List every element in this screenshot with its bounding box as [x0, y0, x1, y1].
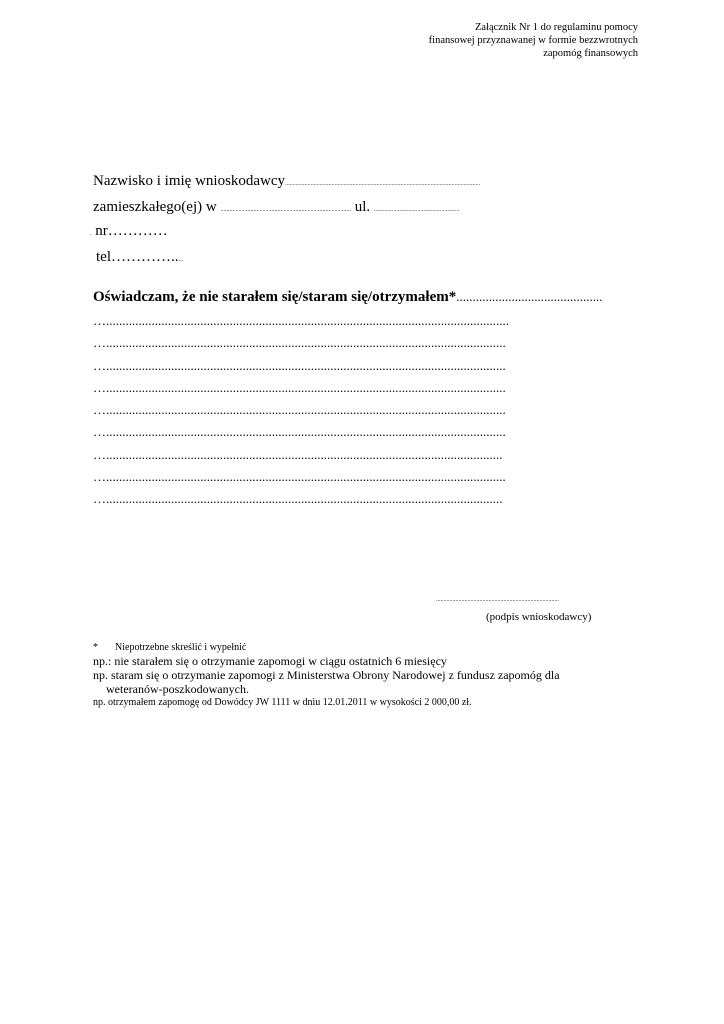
footnote-star: *: [93, 642, 98, 653]
footnotes: [93, 641, 653, 710]
annex-line-1: Załącznik Nr 1 do regulaminu pomocy: [475, 22, 638, 33]
phone-dots: ...: [178, 257, 183, 263]
declaration-line[interactable]: …...........................................................................................................................: [93, 402, 506, 418]
footnote-example-2: np. staram się o otrzymanie zapomogi z Ministerstwa Obrony Narodowej z fundusz zapomóg dla: [93, 668, 560, 682]
address-row: [93, 198, 459, 219]
declaration-lines: [93, 310, 633, 511]
declaration-line[interactable]: …...........................................................................................................................: [93, 379, 506, 395]
declaration-line[interactable]: …...........................................................................................................................: [93, 335, 506, 351]
declaration-label: Oświadczam, że nie starałem się/staram się/otrzymałem*: [93, 289, 457, 305]
signature-label: (podpis wnioskodawcy): [486, 611, 592, 623]
house-number-prefix: .: [90, 231, 92, 237]
declaration-line[interactable]: …..........................................................................................................................: [93, 446, 503, 462]
declaration-field[interactable]: .............................................: [456, 289, 603, 304]
annex-header: [308, 21, 638, 60]
declaration-row: [93, 288, 602, 306]
annex-line-3: zapomóg finansowych: [543, 48, 638, 59]
applicant-name-row: [93, 172, 480, 193]
address-label: zamieszkałego(ej) w: [93, 199, 217, 215]
street-label: ul.: [354, 199, 371, 215]
footnote-note-row: [93, 641, 653, 654]
phone-row: [96, 248, 183, 269]
address-field[interactable]: .......................................................................................: [220, 207, 351, 213]
declaration-line[interactable]: …...........................................................................................................................: [93, 357, 506, 373]
signature-field[interactable]: ..................................................................................: [436, 597, 559, 603]
footnote-example-1: np.: nie starałem się o otrzymanie zapomogi w ciągu ostatnich 6 miesięcy: [93, 654, 447, 668]
annex-line-2: finansowej przyznawanej w formie bezzwrotnych: [428, 35, 638, 46]
house-number-row: [90, 222, 168, 243]
declaration-line[interactable]: …..........................................................................................................................: [93, 491, 503, 507]
applicant-name-label: Nazwisko i imię wnioskodawcy: [93, 173, 286, 189]
footnote-example-2-continued: weteranów-poszkodowanych.: [106, 682, 249, 696]
footnote-example-3: np. otrzymałem zapomogę od Dowódcy JW 1111 w dniu 12.01.2011 w wysokości 2 000,00 zł.: [93, 697, 472, 708]
declaration-line[interactable]: …............................................................................................................................: [93, 313, 509, 328]
applicant-name-field[interactable]: ..................................................................................................................................: [285, 181, 481, 187]
declaration-line[interactable]: …...........................................................................................................................: [93, 469, 506, 485]
footnote-note: Niepotrzebne skreślić i wypełnić: [115, 642, 247, 653]
phone-field[interactable]: tel…………..: [96, 249, 179, 265]
house-number-field[interactable]: nr…………: [95, 223, 168, 239]
declaration-line[interactable]: …...........................................................................................................................: [93, 424, 506, 440]
street-field[interactable]: .........................................................: [373, 207, 460, 213]
